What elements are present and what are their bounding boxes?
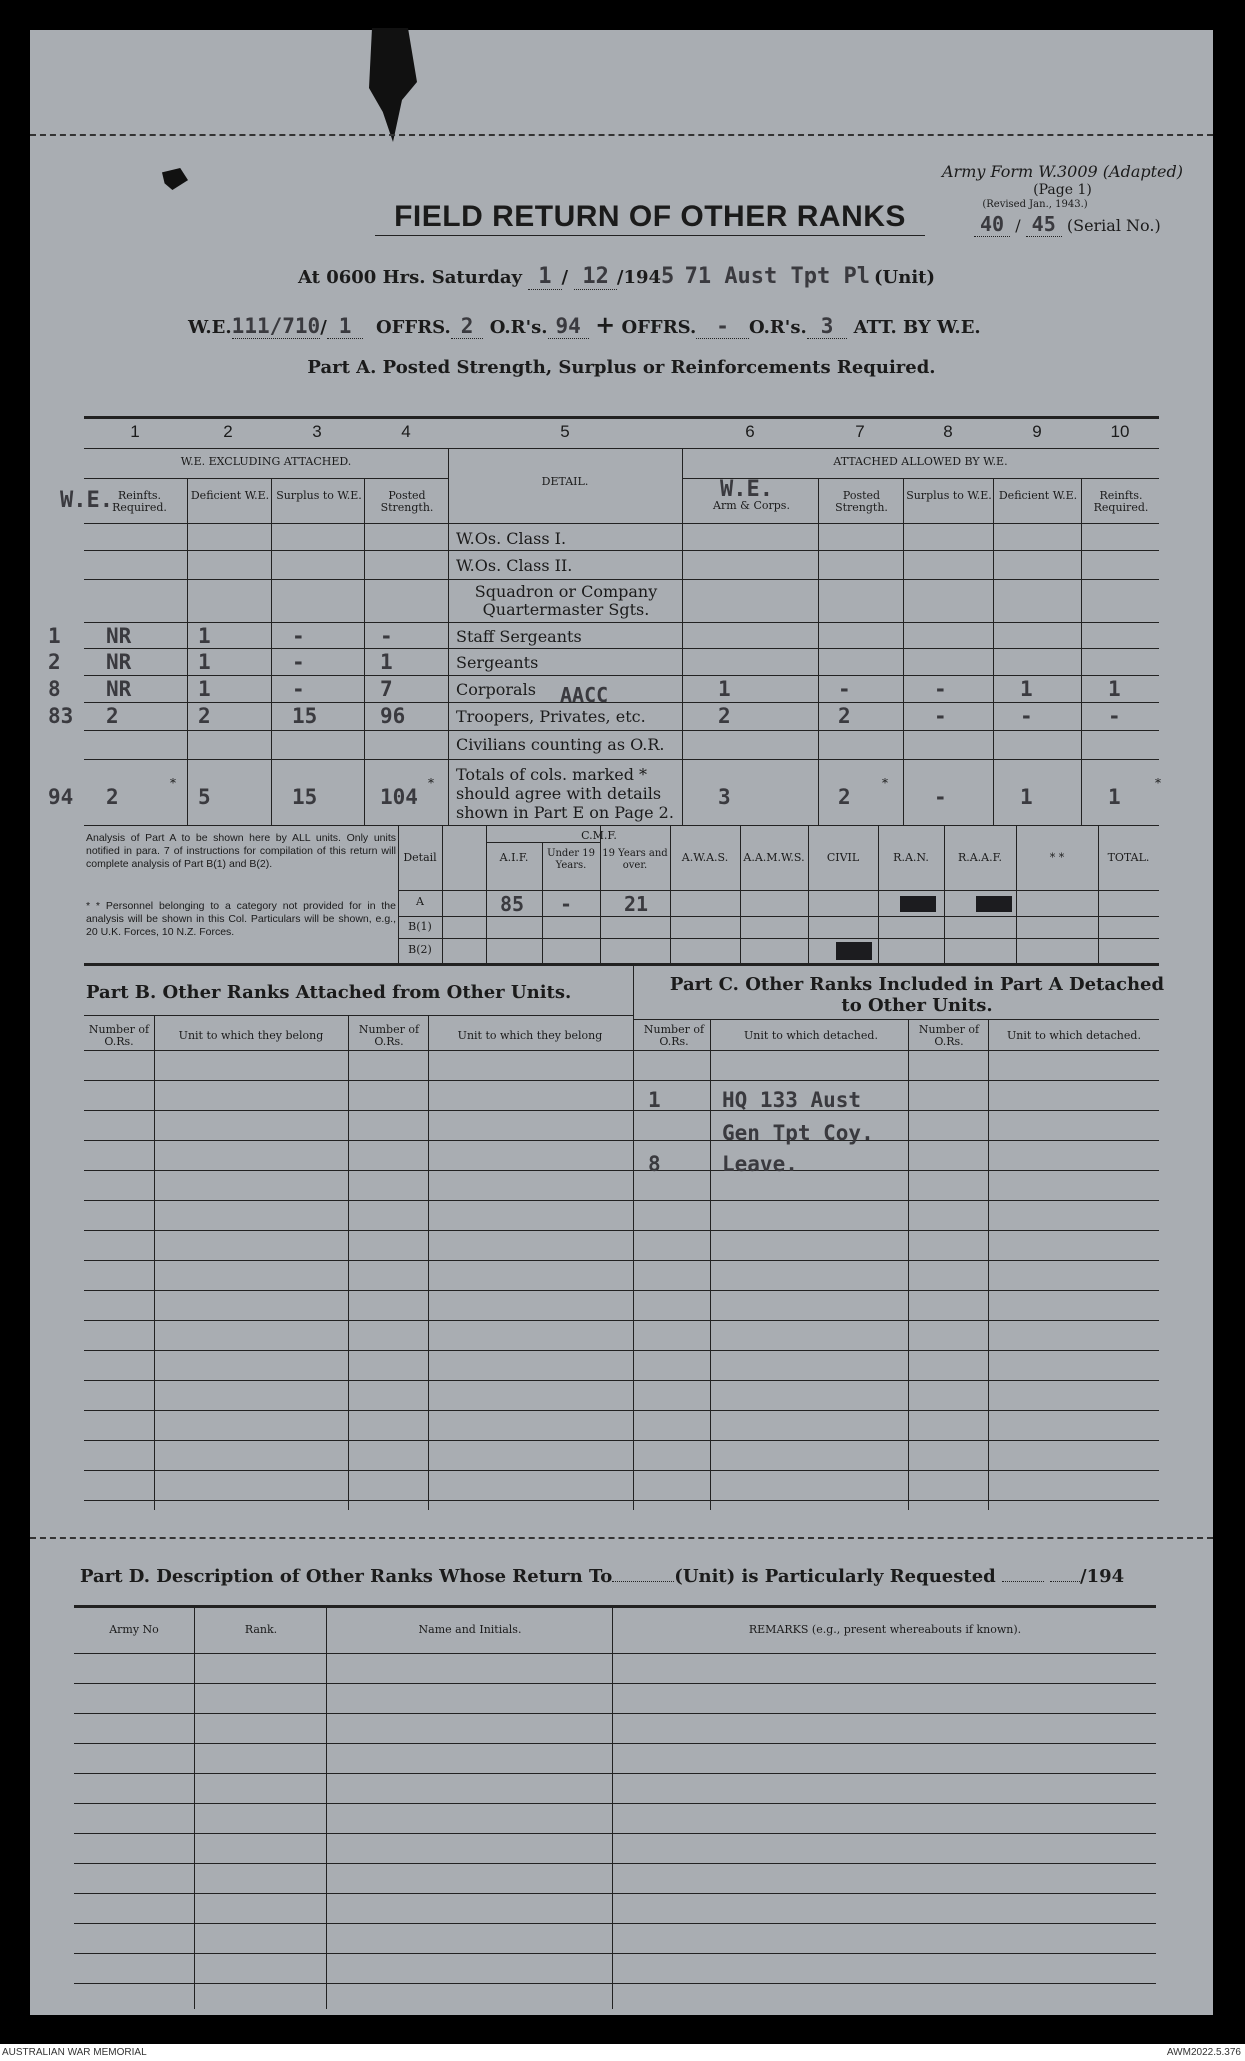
perforation-middle bbox=[30, 1537, 1213, 1539]
part-c-n1: 1 bbox=[648, 1088, 661, 1112]
cell-c4: - bbox=[380, 624, 393, 648]
serial-label: (Serial No.) bbox=[1066, 216, 1161, 235]
at-label: At 0600 Hrs. Saturday bbox=[298, 267, 523, 288]
serial-sep: / bbox=[1015, 216, 1021, 235]
part-c-n3: 8 bbox=[648, 1152, 661, 1176]
col-rule bbox=[740, 825, 741, 963]
col1-header: Reinfts. Required. bbox=[112, 489, 167, 514]
we-value: 111/710 bbox=[231, 314, 321, 338]
part-c-unit2: Gen Tpt Coy. bbox=[722, 1121, 874, 1145]
serial-a: 40 bbox=[974, 212, 1010, 237]
grid-row-line bbox=[74, 1683, 1156, 1684]
an-cmf-header: C.M.F. bbox=[581, 829, 617, 842]
col-rule bbox=[271, 478, 272, 825]
we-label: W.E. bbox=[188, 317, 232, 338]
grid-row-line bbox=[74, 1893, 1156, 1894]
col-rule bbox=[154, 1015, 155, 1510]
grid-row-line bbox=[74, 1833, 1156, 1834]
part-a-top-rule bbox=[84, 416, 1159, 419]
part-d-rank-header: Rank. bbox=[244, 1623, 278, 1636]
col-rule bbox=[903, 478, 904, 825]
col-rule bbox=[187, 478, 188, 825]
rule bbox=[74, 1605, 1156, 1608]
cell-c2: 1 bbox=[198, 650, 211, 674]
group-right-header: ATTACHED ALLOWED BY W.E. bbox=[833, 455, 1008, 468]
total-we: 94 bbox=[48, 785, 74, 809]
part-c-unit3: Leave. bbox=[722, 1152, 798, 1176]
grid-row-line bbox=[74, 1803, 1156, 1804]
part-d-army-no-header: Army No bbox=[109, 1623, 159, 1636]
redaction-mark bbox=[836, 942, 872, 960]
grid-row-line bbox=[84, 1260, 1159, 1261]
grid-row-line bbox=[74, 1713, 1156, 1714]
part-b-number-header-1: Number of O.Rs. bbox=[88, 1023, 150, 1048]
grid-row-line bbox=[74, 1773, 1156, 1774]
total-c8: - bbox=[934, 785, 947, 809]
ors2-label: O.R's. bbox=[748, 317, 807, 338]
page-label: (Page 1) bbox=[1033, 182, 1092, 198]
total-c4: 104 bbox=[380, 785, 418, 809]
rule bbox=[84, 963, 1159, 966]
grid-row-line bbox=[84, 1380, 1159, 1381]
grid-row-line bbox=[74, 1953, 1156, 1954]
grid-row-line bbox=[84, 1050, 1159, 1051]
form-title: FIELD RETURN OF OTHER RANKS bbox=[394, 200, 906, 233]
grid-row-line bbox=[84, 1080, 1159, 1081]
total-c1: 2 bbox=[106, 785, 119, 809]
year-digit: 5 bbox=[661, 264, 675, 289]
col-rule bbox=[364, 478, 365, 825]
col-rule bbox=[442, 825, 443, 963]
col2-header: Deficient W.E. bbox=[190, 489, 270, 502]
cell-c8: - bbox=[934, 704, 947, 728]
cell-c1: NR bbox=[106, 624, 132, 648]
part-d-name-header: Name and Initials. bbox=[418, 1623, 522, 1636]
serial-b: 45 bbox=[1026, 212, 1062, 237]
part-d-title-line bbox=[80, 1566, 1124, 1587]
rule bbox=[84, 702, 1159, 703]
rule bbox=[84, 622, 1159, 623]
an-row-b1: B(1) bbox=[408, 920, 432, 933]
col-rule bbox=[682, 448, 683, 825]
rule bbox=[84, 579, 1159, 580]
grid-row-line bbox=[84, 1170, 1159, 1171]
cell-c10: 1 bbox=[1108, 677, 1121, 701]
column-number: 4 bbox=[401, 422, 411, 441]
an-19-header: 19 Years and over. bbox=[602, 848, 668, 871]
grid-row-line bbox=[84, 1290, 1159, 1291]
grid-row-line bbox=[84, 1350, 1159, 1351]
unit-label: (Unit) bbox=[874, 267, 935, 288]
detail-troopers: Troopers, Privates, etc. bbox=[456, 707, 646, 726]
column-number: 1 bbox=[130, 422, 140, 441]
cell-c4: 1 bbox=[380, 650, 393, 674]
serial-number bbox=[974, 212, 1161, 236]
rule bbox=[398, 938, 1159, 939]
an-aamws-header: A.A.M.W.S. bbox=[743, 851, 805, 864]
archive-footer bbox=[0, 2044, 1245, 2061]
part-b-unit-header-2: Unit to which they belong bbox=[457, 1029, 603, 1042]
col-rule bbox=[398, 825, 399, 963]
ors2-value: 3 bbox=[807, 314, 848, 339]
offrs2-value: - bbox=[696, 314, 749, 339]
army-form-label: Army Form W.3009 (Adapted) bbox=[941, 162, 1183, 181]
analysis-note1: Analysis of Part A to be shown here by ALL units. Only units notified in para. 7 of instructions for compilation of this return will complete analysis of Part B(1) and B(2). bbox=[86, 832, 396, 870]
detail-staff-sergeants: Staff Sergeants bbox=[456, 627, 582, 646]
an-a-aif: 85 bbox=[500, 892, 525, 916]
rule bbox=[84, 648, 1159, 649]
column-number: 3 bbox=[312, 422, 322, 441]
rule bbox=[84, 730, 1159, 731]
rule bbox=[84, 523, 1159, 524]
detail-corporals: Corporals bbox=[456, 680, 536, 699]
grid-row-line bbox=[74, 1653, 1156, 1654]
att-label: ATT. BY W.E. bbox=[853, 317, 981, 338]
detail-header: DETAIL. bbox=[541, 475, 589, 488]
cell-c6: 2 bbox=[718, 704, 731, 728]
column-number: 2 bbox=[223, 422, 233, 441]
col3-header: Surplus to W.E. bbox=[276, 489, 362, 502]
rule bbox=[84, 675, 1159, 676]
grid-row-line bbox=[84, 1440, 1159, 1441]
col10-header: Reinfts. Required. bbox=[1093, 489, 1149, 514]
detail-civilians: Civilians counting as O.R. bbox=[456, 735, 665, 754]
part-c-number-header-1: Number of O.Rs. bbox=[643, 1023, 705, 1048]
an-civil-header: CIVIL bbox=[826, 851, 860, 864]
col-rule bbox=[670, 825, 671, 963]
col-rule bbox=[878, 825, 879, 963]
col6-header: Arm & Corps. bbox=[713, 499, 790, 512]
we-suffix: 1 bbox=[327, 314, 364, 339]
col-rule bbox=[194, 1605, 195, 2009]
title-underline bbox=[375, 235, 925, 236]
we-annotation-right: W.E. bbox=[720, 477, 773, 502]
group-left-header: W.E. EXCLUDING ATTACHED. bbox=[180, 455, 352, 468]
perforation-top bbox=[30, 134, 1213, 136]
an-raaf-header: R.A.A.F. bbox=[957, 851, 1003, 864]
rule bbox=[84, 759, 1159, 760]
cell-c4: 7 bbox=[380, 677, 393, 701]
cell-c2: 1 bbox=[198, 677, 211, 701]
punch-mark bbox=[162, 168, 188, 190]
column-number: 7 bbox=[855, 422, 865, 441]
detail-sergeants: Sergeants bbox=[456, 653, 539, 672]
col8-header: Surplus to W.E. bbox=[906, 489, 992, 502]
cell-c7: - bbox=[838, 677, 851, 701]
redaction-mark bbox=[976, 896, 1012, 912]
cell-c1: 2 bbox=[106, 704, 119, 728]
cell-we: 83 bbox=[48, 704, 74, 728]
aacc-annotation: AACC bbox=[560, 683, 609, 707]
year-prefix: 194 bbox=[623, 267, 662, 288]
torn-hole bbox=[360, 28, 420, 148]
cell-c2: 2 bbox=[198, 704, 211, 728]
grid-row-line bbox=[84, 1200, 1159, 1201]
detail-wo2: W.Os. Class II. bbox=[456, 556, 573, 575]
at-line: At 0600 Hrs. Saturday 1 / 12 /1945 71 Aust Tpt Pl (Unit) bbox=[298, 264, 935, 289]
column-number: 9 bbox=[1032, 422, 1042, 441]
an-other-header: * * bbox=[1049, 851, 1065, 864]
month-value: 12 bbox=[574, 264, 617, 290]
plus-sign: + bbox=[595, 310, 616, 339]
cell-c1: NR bbox=[106, 677, 132, 701]
rule bbox=[398, 890, 1159, 891]
col-rule bbox=[710, 1019, 711, 1510]
col-rule bbox=[600, 825, 601, 963]
ors-value: 94 bbox=[548, 314, 589, 339]
detail-totals: Totals of cols. marked * should agree with details shown in Part E on Page 2. bbox=[456, 765, 674, 822]
detail-cqms: Squadron or Company Quartermaster Sgts. bbox=[474, 582, 658, 619]
part-a-title: Part A. Posted Strength, Surplus or Reinforcements Required. bbox=[307, 357, 936, 378]
an-row-b2: B(2) bbox=[408, 943, 432, 956]
cell-c7: 2 bbox=[838, 704, 851, 728]
part-c-unit1: HQ 133 Aust bbox=[722, 1088, 862, 1112]
unit-value: 71 Aust Tpt Pl bbox=[684, 264, 871, 289]
cell-c8: - bbox=[934, 677, 947, 701]
star-mark: * bbox=[170, 776, 176, 790]
col-rule bbox=[1081, 478, 1082, 825]
col-rule bbox=[326, 1605, 327, 2009]
rule bbox=[398, 916, 1159, 917]
footer-left: AUSTRALIAN WAR MEMORIAL bbox=[2, 2047, 147, 2058]
form-page bbox=[30, 30, 1213, 2015]
cell-we: 8 bbox=[48, 677, 61, 701]
col-rule bbox=[993, 478, 994, 825]
an-a-19: 21 bbox=[624, 892, 649, 916]
cell-c3: - bbox=[292, 624, 305, 648]
col-rule bbox=[1016, 825, 1017, 963]
part-c-unit-header-1: Unit to which detached. bbox=[744, 1029, 878, 1042]
col-rule bbox=[818, 478, 819, 825]
grid-row-line bbox=[84, 1140, 1159, 1141]
col-rule bbox=[808, 825, 809, 963]
rule bbox=[84, 478, 448, 479]
total-c9: 1 bbox=[1020, 785, 1033, 809]
cell-c6: 1 bbox=[718, 677, 731, 701]
day-value: 1 bbox=[528, 264, 561, 290]
rule bbox=[84, 1015, 633, 1016]
part-b-number-header-2: Number of O.Rs. bbox=[358, 1023, 420, 1048]
cell-c3: - bbox=[292, 650, 305, 674]
total-c6: 3 bbox=[718, 785, 731, 809]
analysis-note2: * * Personnel belonging to a category not provided for in the analysis will be shown in this Col. Particulars will be shown, e.g., 20 U.K. Forces, 10 N.Z. Forces. bbox=[86, 900, 396, 938]
col7-header: Posted Strength. bbox=[835, 489, 888, 514]
column-number: 6 bbox=[745, 422, 755, 441]
part-d-remarks-header: REMARKS (e.g., present whereabouts if known). bbox=[748, 1623, 1022, 1636]
part-b-unit-header-1: Unit to which they belong bbox=[178, 1029, 324, 1042]
an-u19-header: Under 19 Years. bbox=[547, 848, 595, 871]
col-rule bbox=[612, 1605, 613, 2009]
cell-c9: 1 bbox=[1020, 677, 1033, 701]
cell-c9: - bbox=[1020, 704, 1033, 728]
col-rule bbox=[428, 1015, 429, 1510]
redaction-mark bbox=[900, 896, 936, 912]
cell-c10: - bbox=[1108, 704, 1121, 728]
revised-label: (Revised Jan., 1943.) bbox=[982, 199, 1088, 210]
grid-row-line bbox=[84, 1320, 1159, 1321]
column-number: 8 bbox=[943, 422, 953, 441]
cell-we: 1 bbox=[48, 624, 61, 648]
rule bbox=[486, 842, 600, 843]
col-rule bbox=[944, 825, 945, 963]
ors-label: O.R's. bbox=[489, 317, 548, 338]
col-rule bbox=[908, 1019, 909, 1510]
grid-row-line bbox=[74, 1923, 1156, 1924]
star-mark: * bbox=[882, 776, 888, 790]
rule bbox=[84, 825, 1159, 826]
cell-c3: 15 bbox=[292, 704, 318, 728]
grid-row-line bbox=[84, 1410, 1159, 1411]
rule bbox=[633, 1019, 1159, 1020]
column-number: 10 bbox=[1110, 422, 1130, 441]
an-total-header: TOTAL. bbox=[1107, 851, 1150, 864]
an-ran-header: R.A.N. bbox=[893, 851, 929, 864]
col-rule bbox=[348, 1015, 349, 1510]
offrs-label: OFFRS. bbox=[375, 317, 451, 338]
grid-row-line bbox=[74, 1863, 1156, 1864]
grid-row-line bbox=[84, 1110, 1159, 1111]
column-number: 5 bbox=[560, 422, 570, 441]
col4-header: Posted Strength. bbox=[380, 489, 434, 514]
part-d-title-unit: (Unit) is Particularly Requested bbox=[674, 1566, 996, 1587]
total-c2: 5 bbox=[198, 785, 211, 809]
part-b-title: Part B. Other Ranks Attached from Other Units. bbox=[86, 982, 572, 1003]
star-mark: * bbox=[1155, 776, 1161, 790]
rule bbox=[84, 448, 1159, 449]
col-rule bbox=[448, 448, 449, 825]
cell-c1: NR bbox=[106, 650, 132, 674]
col-rule bbox=[486, 825, 487, 963]
part-c-title1: Part C. Other Ranks Included in Part A Detached bbox=[669, 974, 1165, 995]
cell-c4: 96 bbox=[380, 704, 406, 728]
rule bbox=[84, 550, 1159, 551]
grid-row-line bbox=[74, 1743, 1156, 1744]
col-rule bbox=[633, 965, 634, 1510]
part-c-title bbox=[647, 974, 1187, 1016]
an-detail-header: Detail bbox=[403, 851, 437, 864]
grid-row-line bbox=[84, 1230, 1159, 1231]
total-c10: 1 bbox=[1108, 785, 1121, 809]
we-line: W.E.111/710/ 1 OFFRS. 2 O.R's. 94 + OFFRS. - O.R's. 3 ATT. BY W.E. bbox=[188, 310, 981, 339]
offrs-value: 2 bbox=[451, 314, 484, 339]
grid-row-line bbox=[84, 1500, 1159, 1501]
total-c7: 2 bbox=[838, 785, 851, 809]
an-awas-header: A.W.A.S. bbox=[681, 851, 729, 864]
col-rule bbox=[988, 1019, 989, 1510]
grid-row-line bbox=[84, 1470, 1159, 1471]
star-mark: * bbox=[428, 776, 434, 790]
col-rule bbox=[1098, 825, 1099, 963]
footer-right: AWM2022.5.376 bbox=[1166, 2047, 1241, 2058]
part-c-title2: to Other Units. bbox=[841, 995, 993, 1016]
total-c3: 15 bbox=[292, 785, 318, 809]
part-c-unit-header-2: Unit to which detached. bbox=[1007, 1029, 1141, 1042]
part-d-date-tail: /194 bbox=[1080, 1566, 1125, 1587]
an-a-u19: - bbox=[560, 892, 573, 916]
offrs2-label: OFFRS. bbox=[621, 317, 697, 338]
detail-wo1: W.Os. Class I. bbox=[456, 529, 567, 548]
cell-c3: - bbox=[292, 677, 305, 701]
part-c-number-header-2: Number of O.Rs. bbox=[918, 1023, 980, 1048]
cell-we: 2 bbox=[48, 650, 61, 674]
part-d-title: Part D. Description of Other Ranks Whose Return To bbox=[80, 1566, 613, 1587]
col9-header: Deficient W.E. bbox=[998, 489, 1078, 502]
an-row-a: A bbox=[416, 895, 424, 908]
an-aif-header: A.I.F. bbox=[499, 851, 529, 864]
grid-row-line bbox=[74, 1983, 1156, 1984]
cell-c2: 1 bbox=[198, 624, 211, 648]
we-annotation: W.E. bbox=[60, 488, 113, 513]
